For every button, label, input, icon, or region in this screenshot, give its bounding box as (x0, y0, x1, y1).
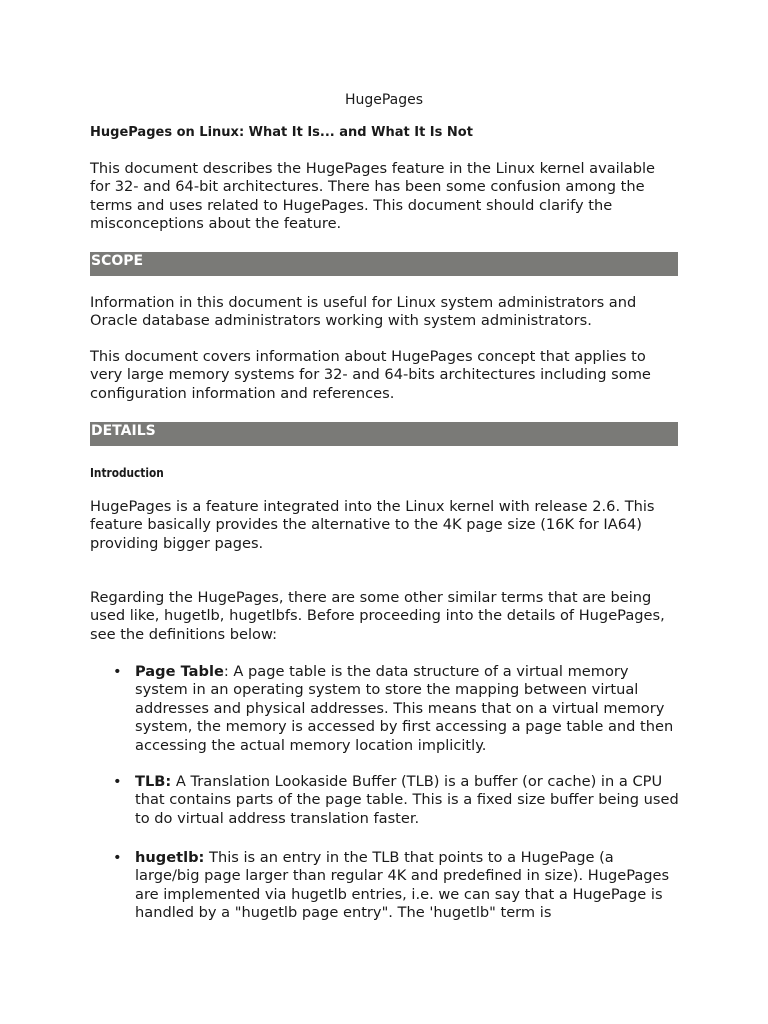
section-heading-details: DETAILS (90, 422, 678, 446)
details-paragraph: HugePages is a feature integrated into the Linux kernel with release 2.6. This feature basically provides the alternative to the 4K page size (16K for IA64) providing bigger pages. (90, 498, 655, 552)
document-subtitle: HugePages on Linux: What It Is... and What It Is Not (90, 125, 473, 140)
scope-paragraph: This document covers information about HugePages concept that applies to very large memory systems for 32- and 64-bits architectures including some configuration information and references. (90, 348, 651, 402)
definition-term: Page Table (135, 663, 224, 680)
definition-text (135, 663, 680, 755)
definition-term: TLB: (135, 773, 172, 790)
definition-body: This is an entry in the TLB that points to a HugePage (a large/big page larger than regular 4K and predefined in size). HugePages are implemented via hugetlb entries, i.e. we can say that a HugePage is handled by a "hugetlb page entry". The 'hugetlb" term is (135, 849, 670, 922)
definition-body: : A page table is the data structure of a virtual memory system in an operating system to store the mapping between virtual addresses and physical addresses. This means that on a virtual memory system, the memory is accessed by first accessing a page table and then accessing the actual memory location implicitly. (135, 663, 674, 754)
bullet-icon: • (113, 773, 122, 790)
intro-paragraph: This document describes the HugePages feature in the Linux kernel available for 32- and 64-bit architectures. There has been some confusion among the terms and uses related to HugePages. This document should clarify the misconceptions about the feature. (90, 160, 656, 233)
definition-term: hugetlb: (135, 849, 205, 866)
bullet-icon: • (113, 849, 122, 866)
scope-paragraph: Information in this document is useful for Linux system administrators and Oracle database administrators working with system administrators. (90, 294, 637, 330)
details-paragraph: Regarding the HugePages, there are some other similar terms that are being used like, hugetlb, hugetlbfs. Before proceeding into the details of HugePages, see the definitions below: (90, 589, 665, 643)
introduction-heading: Introduction (90, 466, 164, 480)
section-heading-scope: SCOPE (90, 252, 678, 276)
definition-text (135, 773, 680, 828)
document-title: HugePages (344, 92, 424, 108)
definition-body: A Translation Lookaside Buffer (TLB) is a buffer (or cache) in a CPU that contains parts of the page table. This is a fixed size buffer being used to do virtual address translation faster. (135, 773, 679, 827)
bullet-icon: • (113, 663, 122, 680)
definition-text (135, 849, 680, 923)
